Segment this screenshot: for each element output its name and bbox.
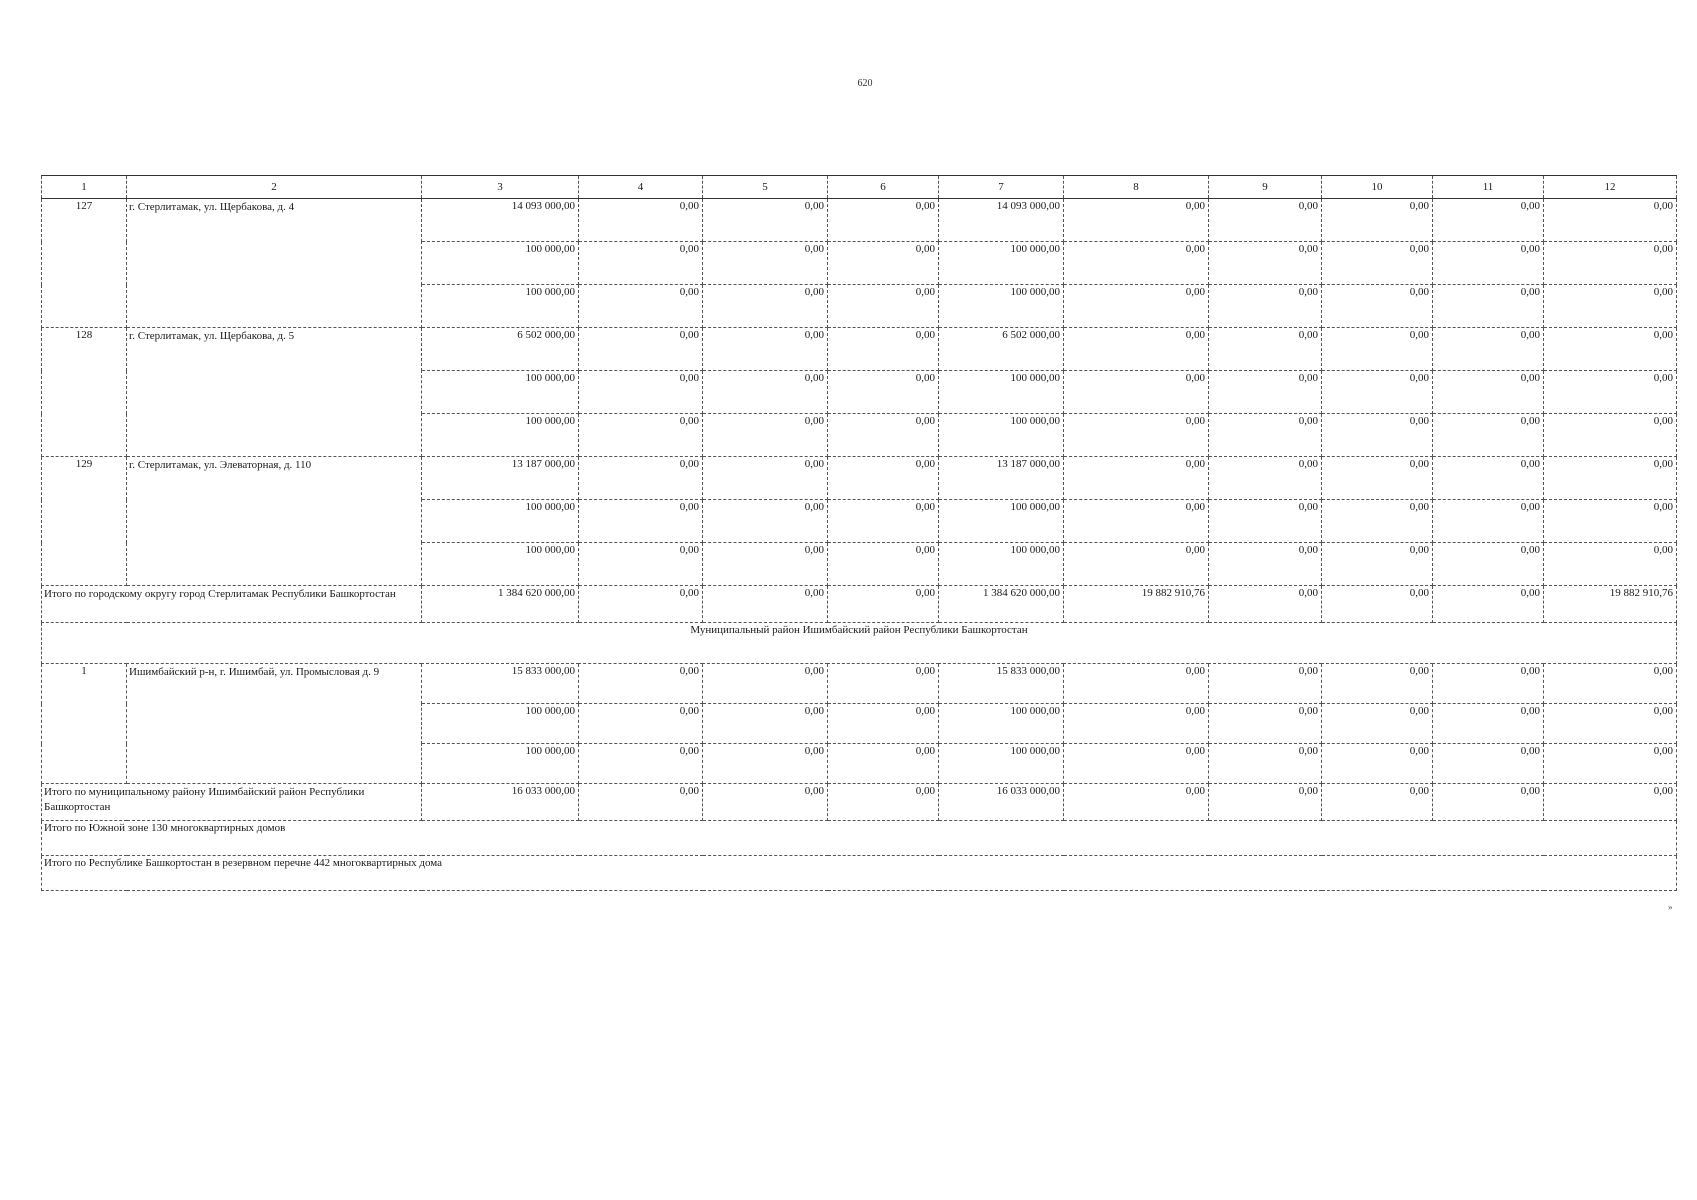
subtotal-value: 19 882 910,76 [1544,586,1677,623]
value-cell: 0,00 [1544,328,1677,371]
subtotal-value: 16 033 000,00 [939,784,1064,821]
subtotal-value: 0,00 [579,586,703,623]
value-cell: 100 000,00 [422,500,579,543]
row-number: 129 [42,457,127,586]
value-cell: 0,00 [579,371,703,414]
value-cell: 0,00 [1322,744,1433,784]
value-cell: 0,00 [1209,285,1322,328]
value-cell: 14 093 000,00 [422,199,579,242]
value-cell: 100 000,00 [939,500,1064,543]
subtotal-value: 0,00 [1322,784,1433,821]
value-cell: 0,00 [1433,285,1544,328]
value-cell: 100 000,00 [422,704,579,744]
value-cell: 100 000,00 [422,371,579,414]
subtotal-value: 0,00 [828,586,939,623]
header-cell: 6 [828,176,939,199]
subtotal-value: 16 033 000,00 [422,784,579,821]
header-cell: 12 [1544,176,1677,199]
value-cell: 0,00 [1544,543,1677,586]
value-cell: 0,00 [1064,744,1209,784]
value-cell: 0,00 [828,457,939,500]
value-cell: 100 000,00 [939,285,1064,328]
subtotal-value: 0,00 [703,784,828,821]
table-row [42,664,1677,704]
value-cell: 0,00 [579,664,703,704]
table-body [42,176,1677,891]
subtotal-row [42,784,1677,821]
subtotal-value: 0,00 [1064,784,1209,821]
value-cell: 0,00 [1433,457,1544,500]
subtotal-value: 0,00 [828,784,939,821]
value-cell: 0,00 [1209,744,1322,784]
value-cell: 0,00 [1433,242,1544,285]
value-cell: 0,00 [703,199,828,242]
value-cell: 100 000,00 [939,414,1064,457]
subtotal-value: 0,00 [703,586,828,623]
value-cell: 0,00 [703,744,828,784]
value-cell: 0,00 [1322,704,1433,744]
value-cell: 0,00 [1433,744,1544,784]
value-cell: 15 833 000,00 [939,664,1064,704]
value-cell: 0,00 [1064,199,1209,242]
value-cell: 0,00 [1544,199,1677,242]
value-cell: 0,00 [1322,328,1433,371]
value-cell: 0,00 [703,371,828,414]
value-cell: 0,00 [1322,543,1433,586]
value-cell: 0,00 [1064,500,1209,543]
value-cell: 0,00 [579,704,703,744]
row-number: 128 [42,328,127,457]
value-cell: 0,00 [579,744,703,784]
value-cell: 14 093 000,00 [939,199,1064,242]
address-cell: Ишимбайский р-н, г. Ишимбай, ул. Промысловая д. 9 [127,664,422,784]
value-cell: 0,00 [579,285,703,328]
value-cell: 0,00 [828,199,939,242]
value-cell: 0,00 [1433,704,1544,744]
value-cell: 0,00 [1322,285,1433,328]
value-cell: 100 000,00 [939,543,1064,586]
value-cell: 0,00 [828,414,939,457]
value-cell: 0,00 [703,328,828,371]
value-cell: 0,00 [828,371,939,414]
value-cell: 0,00 [1322,414,1433,457]
value-cell: 0,00 [703,457,828,500]
value-cell: 0,00 [828,500,939,543]
page-number: 620 [857,78,873,89]
value-cell: 0,00 [703,704,828,744]
value-cell: 0,00 [1064,328,1209,371]
address-cell: г. Стерлитамак, ул. Элеваторная, д. 110 [127,457,422,586]
total-south-text: Итого по Южной зоне 130 многоквартирных домов [42,821,1677,856]
subtotal-value: 0,00 [579,784,703,821]
value-cell: 0,00 [1064,543,1209,586]
subtotal-label: Итого по городскому округу город Стерлитамак Республики Башкортостан [42,586,422,623]
value-cell: 0,00 [1064,664,1209,704]
table-row [42,328,1677,371]
value-cell: 0,00 [1322,664,1433,704]
value-cell: 0,00 [1322,371,1433,414]
value-cell: 100 000,00 [422,744,579,784]
subtotal-value: 0,00 [1433,784,1544,821]
value-cell: 0,00 [1064,457,1209,500]
value-cell: 100 000,00 [939,371,1064,414]
value-cell: 0,00 [828,328,939,371]
value-cell: 0,00 [1322,242,1433,285]
value-cell: 0,00 [1209,500,1322,543]
subtotal-value: 0,00 [1433,586,1544,623]
value-cell: 13 187 000,00 [422,457,579,500]
subtotal-label: Итого по муниципальному району Ишимбайский район Республики Башкортостан [42,784,422,821]
header-cell: 7 [939,176,1064,199]
value-cell: 0,00 [1064,242,1209,285]
value-cell: 0,00 [1209,199,1322,242]
value-cell: 0,00 [1209,457,1322,500]
header-cell: 2 [127,176,422,199]
value-cell: 0,00 [1433,500,1544,543]
table-row [42,199,1677,242]
value-cell: 0,00 [1209,704,1322,744]
value-cell: 0,00 [579,500,703,543]
value-cell: 0,00 [1064,704,1209,744]
value-cell: 0,00 [828,242,939,285]
value-cell: 100 000,00 [939,704,1064,744]
value-cell: 0,00 [1064,414,1209,457]
header-cell: 8 [1064,176,1209,199]
section-title-text: Муниципальный район Ишимбайский район Республики Башкортостан [42,623,1677,664]
value-cell: 0,00 [828,664,939,704]
value-cell: 0,00 [579,414,703,457]
corner-mark: » [1668,902,1673,912]
value-cell: 0,00 [1322,500,1433,543]
value-cell: 100 000,00 [939,242,1064,285]
value-cell: 0,00 [1433,664,1544,704]
value-cell: 0,00 [1209,414,1322,457]
subtotal-value: 1 384 620 000,00 [422,586,579,623]
total-south [42,821,1677,856]
value-cell: 0,00 [1209,543,1322,586]
header-cell: 5 [703,176,828,199]
subtotal-value: 19 882 910,76 [1064,586,1209,623]
value-cell: 0,00 [1322,199,1433,242]
reserve-list-table [41,175,1677,891]
value-cell: 0,00 [1544,371,1677,414]
value-cell: 0,00 [1544,242,1677,285]
value-cell: 0,00 [579,199,703,242]
header-cell: 1 [42,176,127,199]
value-cell: 13 187 000,00 [939,457,1064,500]
value-cell: 0,00 [703,414,828,457]
value-cell: 0,00 [1544,457,1677,500]
row-number: 1 [42,664,127,784]
value-cell: 0,00 [828,285,939,328]
value-cell: 0,00 [1433,414,1544,457]
value-cell: 0,00 [703,285,828,328]
value-cell: 0,00 [579,457,703,500]
value-cell: 0,00 [1544,285,1677,328]
value-cell: 0,00 [1209,664,1322,704]
address-cell: г. Стерлитамак, ул. Щербакова, д. 5 [127,328,422,457]
value-cell: 100 000,00 [939,744,1064,784]
value-cell: 0,00 [1322,457,1433,500]
address-cell: г. Стерлитамак, ул. Щербакова, д. 4 [127,199,422,328]
value-cell: 15 833 000,00 [422,664,579,704]
value-cell: 0,00 [1064,371,1209,414]
subtotal-value: 0,00 [1544,784,1677,821]
table-row [42,457,1677,500]
value-cell: 6 502 000,00 [939,328,1064,371]
header-row [42,176,1677,199]
value-cell: 0,00 [579,543,703,586]
value-cell: 0,00 [579,242,703,285]
value-cell: 100 000,00 [422,543,579,586]
header-cell: 9 [1209,176,1322,199]
value-cell: 100 000,00 [422,242,579,285]
value-cell: 0,00 [1544,664,1677,704]
value-cell: 100 000,00 [422,414,579,457]
value-cell: 0,00 [1544,500,1677,543]
subtotal-value: 0,00 [1209,784,1322,821]
row-number: 127 [42,199,127,328]
value-cell: 0,00 [828,543,939,586]
subtotal-value: 1 384 620 000,00 [939,586,1064,623]
value-cell: 0,00 [1209,371,1322,414]
value-cell: 0,00 [703,242,828,285]
value-cell: 0,00 [1209,242,1322,285]
value-cell: 0,00 [1064,285,1209,328]
value-cell: 0,00 [703,543,828,586]
value-cell: 0,00 [1544,744,1677,784]
value-cell: 6 502 000,00 [422,328,579,371]
value-cell: 0,00 [703,500,828,543]
header-cell: 11 [1433,176,1544,199]
header-cell: 4 [579,176,703,199]
header-cell: 3 [422,176,579,199]
value-cell: 0,00 [1433,543,1544,586]
subtotal-row [42,586,1677,623]
value-cell: 0,00 [1433,371,1544,414]
total-republic-text: Итого по Республике Башкортостан в резервном перечне 442 многоквартирных дома [42,856,1677,891]
value-cell: 0,00 [828,744,939,784]
header-cell: 10 [1322,176,1433,199]
total-republic [42,856,1677,891]
value-cell: 0,00 [1544,704,1677,744]
value-cell: 0,00 [579,328,703,371]
subtotal-value: 0,00 [1209,586,1322,623]
value-cell: 0,00 [1544,414,1677,457]
value-cell: 0,00 [703,664,828,704]
value-cell: 0,00 [1433,328,1544,371]
section-title [42,623,1677,664]
value-cell: 100 000,00 [422,285,579,328]
subtotal-value: 0,00 [1322,586,1433,623]
value-cell: 0,00 [1209,328,1322,371]
value-cell: 0,00 [1433,199,1544,242]
value-cell: 0,00 [828,704,939,744]
